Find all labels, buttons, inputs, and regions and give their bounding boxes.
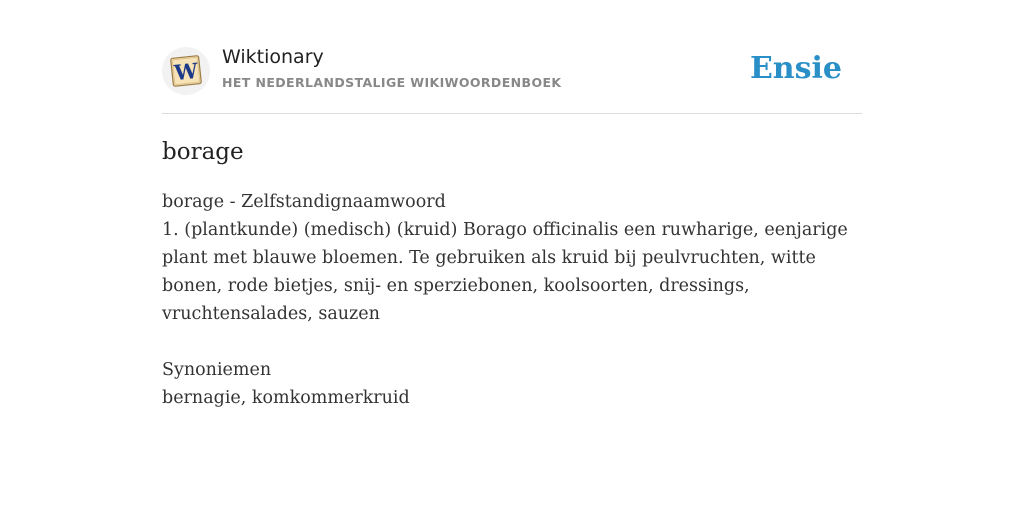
synonyms-heading: Synoniemen — [162, 360, 272, 380]
logo-letter: W — [173, 57, 200, 86]
wiktionary-tile-icon — [167, 52, 205, 90]
definition-text: 1. (plantkunde) (medisch) (kruid) Borago officinalis een ruwharige, eenjarige plant met blauwe bloemen. Te gebruiken als kruid bij peulvruchten, witte bonen, rode bietjes, snij- en sperziebonen, koolsoorten, dressings, vruchtensalades, sauzen — [162, 220, 848, 324]
part-of-speech-line: borage - Zelfstandignaamwoord — [162, 192, 446, 212]
site-header — [162, 44, 862, 114]
site-logo[interactable] — [162, 47, 210, 95]
spacer — [162, 328, 862, 356]
word-title: borage — [162, 139, 244, 165]
site-title[interactable]: Wiktionary — [222, 46, 324, 68]
synonyms-list: bernagie, komkommerkruid — [162, 388, 410, 408]
ensie-brand-link[interactable]: Ensie — [749, 51, 842, 86]
entry-content — [162, 134, 862, 412]
site-subtitle: HET NEDERLANDSTALIGE WIKIWOORDENBOEK — [222, 75, 562, 90]
